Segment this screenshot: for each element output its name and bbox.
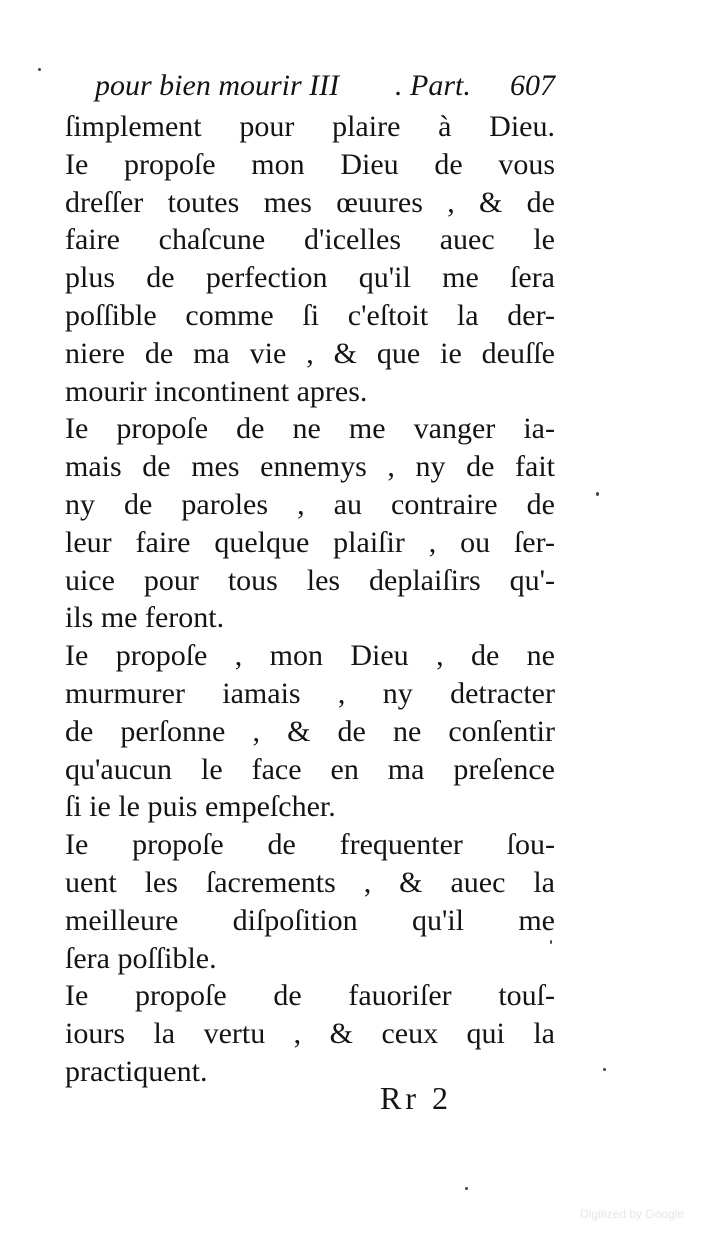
text-line: Ie propoſe de ne me vanger ia- (65, 412, 555, 446)
ink-speck (550, 940, 552, 944)
text-line: uice pour tous les deplaiſirs qu'- (65, 563, 555, 597)
ink-speck (38, 68, 41, 71)
text-line: ſi ie le puis empeſcher. (65, 790, 336, 824)
ink-speck (596, 492, 599, 496)
text-line: uent les ſacrements , & auec la (65, 865, 555, 899)
text-line: leur faire quelque plaiſir , ou ſer- (65, 525, 555, 559)
text-line: murmurer iamais , ny detracter (65, 676, 555, 710)
running-head-part: . Part. (395, 69, 471, 102)
text-line: ils me feront. (65, 601, 225, 635)
page-number: 607 (510, 69, 555, 102)
text-line: Ie propoſe mon Dieu de vous (65, 147, 555, 181)
text-line: meilleure diſpoſition qu'il me (65, 903, 555, 937)
body-text (65, 108, 555, 1091)
text-line: faire chaſcune d'icelles auec le (65, 223, 555, 257)
text-line: de perſonne , & de ne conſentir (65, 714, 555, 748)
text-line: Ie propoſe de frequenter ſou- (65, 828, 555, 862)
ink-speck (465, 1187, 468, 1190)
catchword: Rr 2 (380, 1080, 452, 1116)
text-line: qu'aucun le face en ma preſence (65, 752, 555, 786)
text-line: practiquent. (65, 1054, 208, 1088)
text-line: ny de paroles , au contraire de (65, 487, 555, 521)
text-line: plus de perfection qu'il me ſera (65, 261, 555, 295)
text-line: iours la vertu , & ceux qui la (65, 1017, 555, 1051)
text-line: ſimplement pour plaire à Dieu. (65, 110, 555, 143)
text-line: niere de ma vie , & que ie deuſſe (65, 336, 555, 370)
running-head (95, 66, 555, 106)
text-line: Ie propoſe , mon Dieu , de ne (65, 639, 555, 673)
watermark: Digitized by Google (580, 1207, 685, 1221)
running-head-title: pour bien mourir III (95, 69, 340, 102)
text-line: poſſible comme ſi c'eſtoit la der- (65, 298, 555, 332)
text-line: mourir incontinent apres. (65, 374, 368, 408)
ink-speck (603, 1068, 606, 1071)
text-line: dreſſer toutes mes œuures , & de (65, 185, 555, 219)
text-line: mais de mes ennemys , ny de fait (65, 450, 555, 484)
text-line: Ie propoſe de fauoriſer touſ- (65, 979, 555, 1013)
text-line: ſera poſſible. (65, 941, 217, 975)
